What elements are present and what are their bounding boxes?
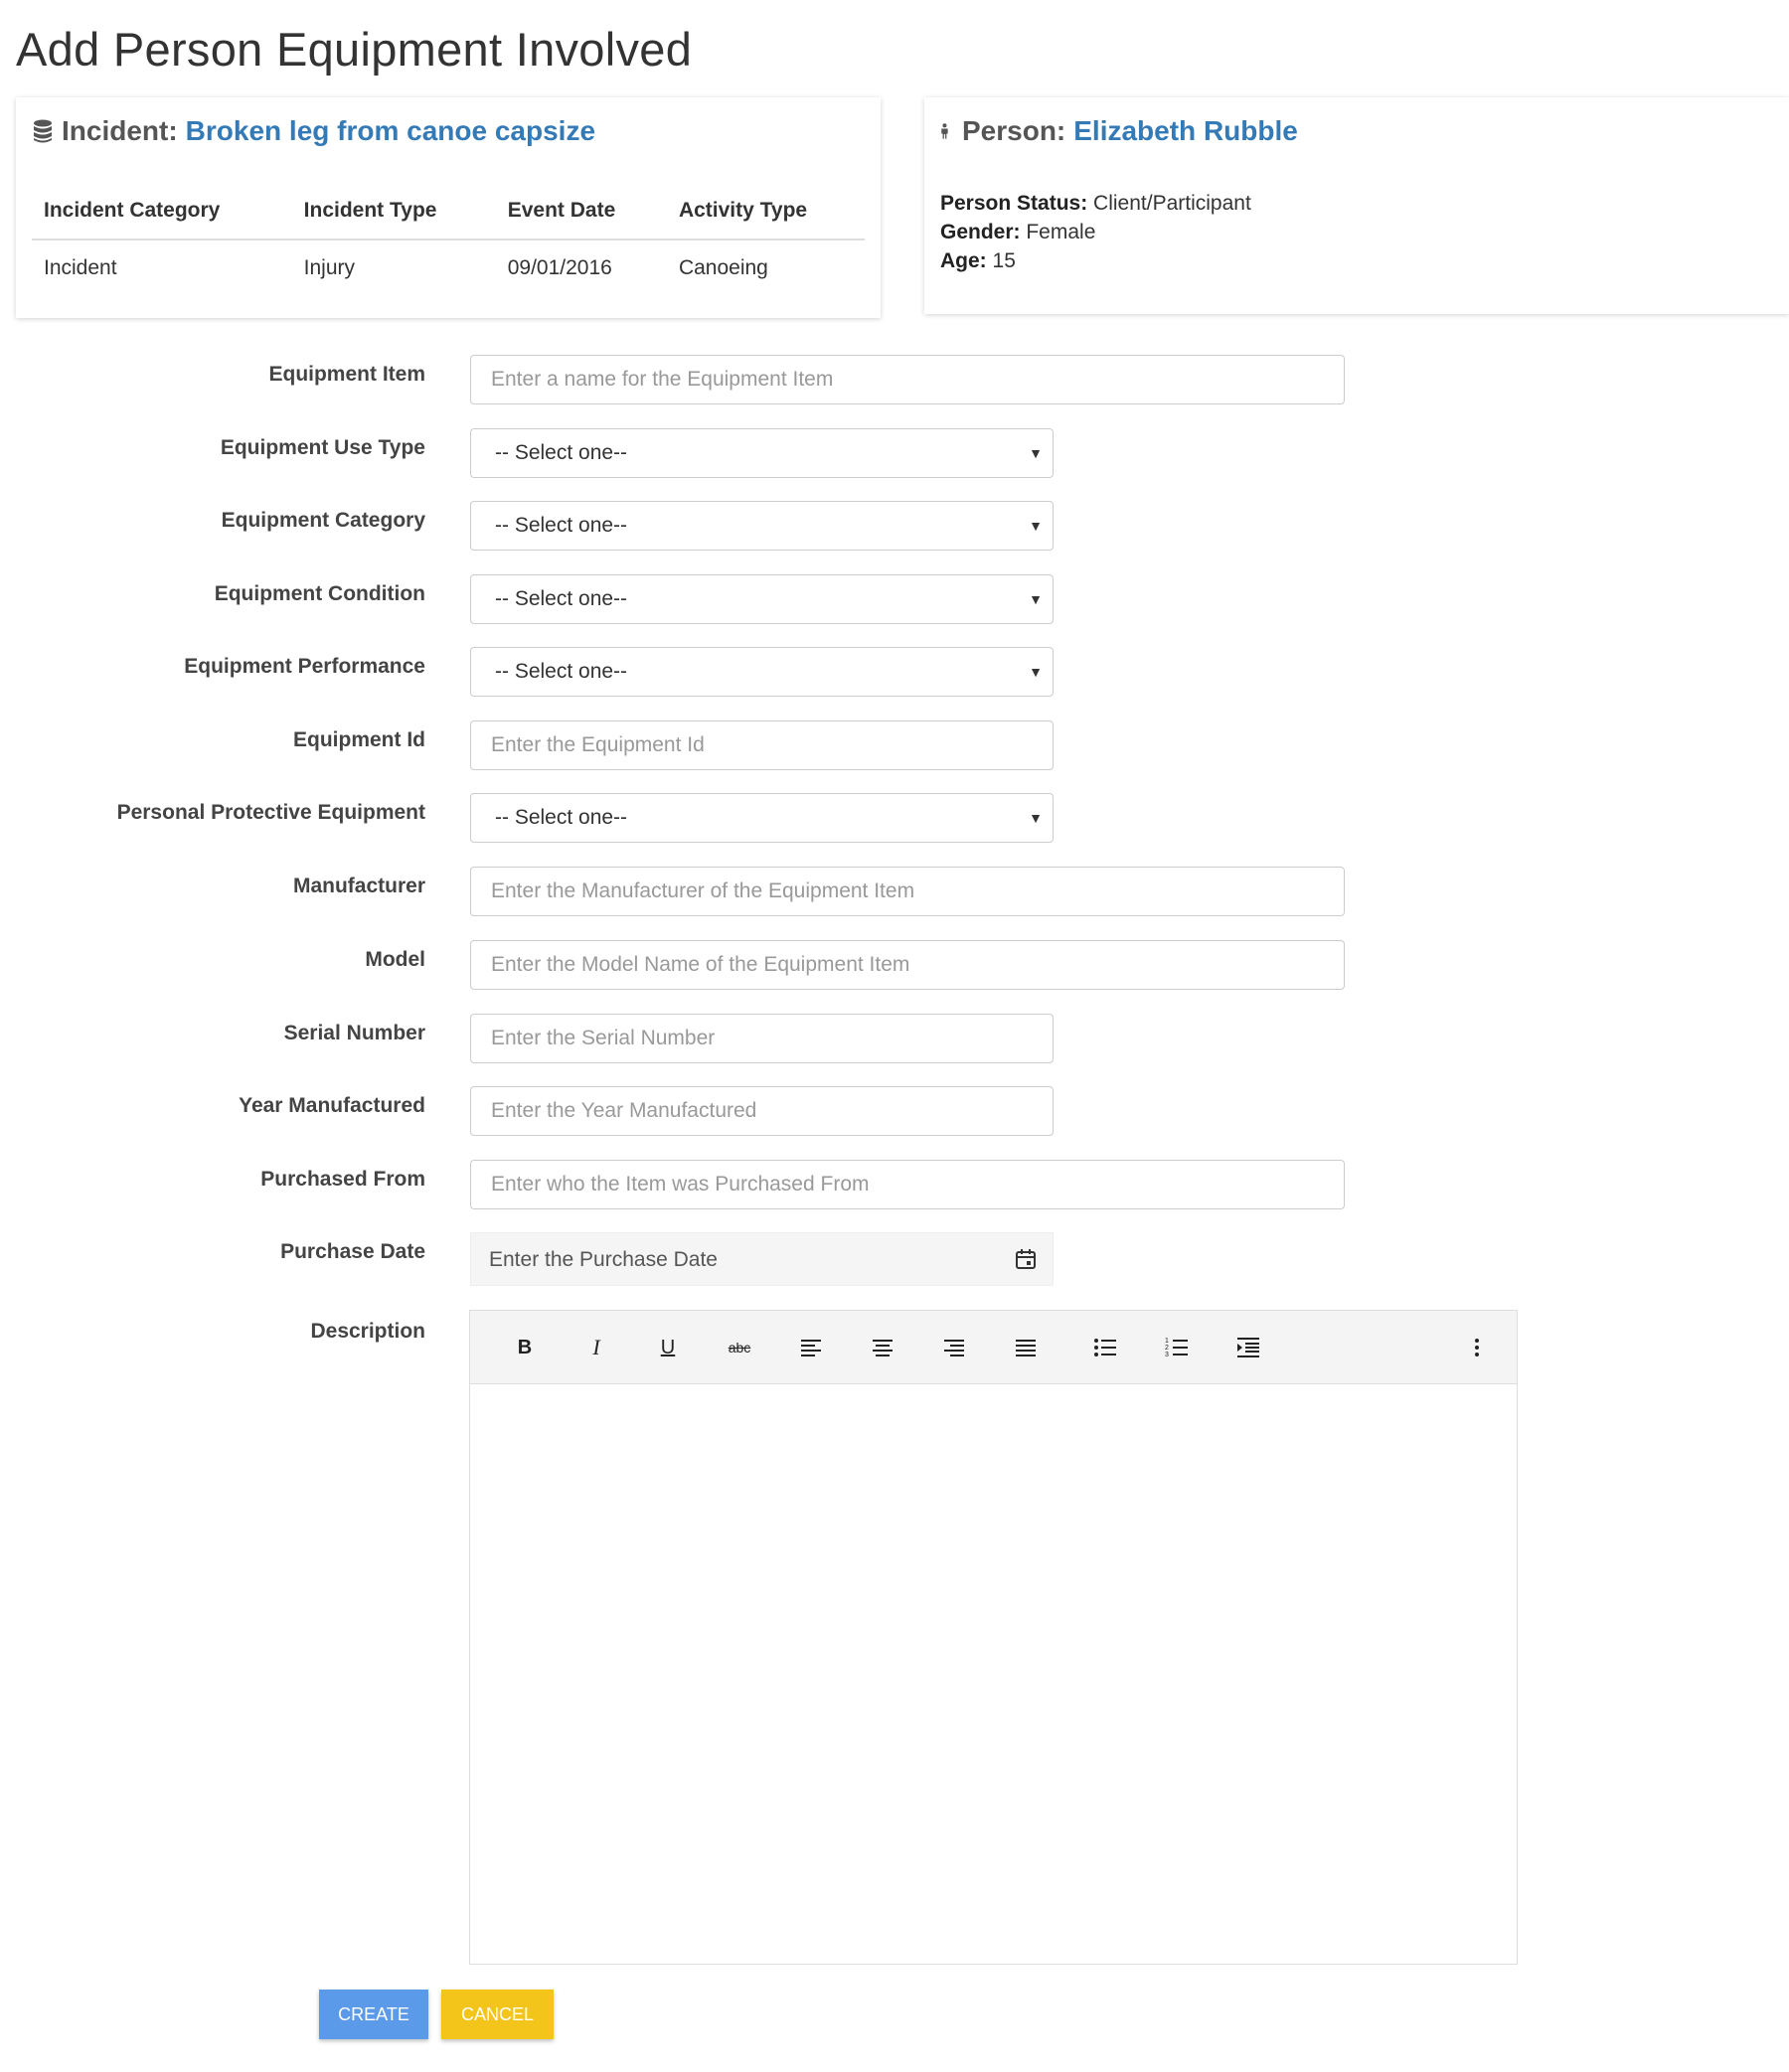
table-cell: Incident xyxy=(44,256,117,279)
caret-down-icon: ▼ xyxy=(1029,810,1043,826)
purchase-date-label: Purchase Date xyxy=(280,1240,425,1263)
equipment-item-row xyxy=(0,355,1789,406)
equipment-use-type-select[interactable] xyxy=(470,428,1054,478)
year-manufactured-input[interactable] xyxy=(470,1086,1054,1136)
equipment-id-label: Equipment Id xyxy=(293,728,425,751)
table-header-row xyxy=(32,187,865,239)
person-heading xyxy=(940,115,1298,147)
description-label: Description xyxy=(310,1320,425,1343)
serial-number-input[interactable] xyxy=(470,1014,1054,1063)
align-right-icon xyxy=(943,1338,965,1357)
equipment-condition-select[interactable] xyxy=(470,574,1054,624)
caret-down-icon: ▼ xyxy=(1029,445,1043,461)
equipment-performance-select[interactable] xyxy=(470,647,1054,697)
age-label: Age: xyxy=(940,249,987,272)
caret-down-icon: ▼ xyxy=(1029,518,1043,534)
person-status-value: Client/Participant xyxy=(1093,192,1251,215)
incident-table xyxy=(32,187,865,296)
numbered-list-button[interactable] xyxy=(1162,1333,1192,1362)
strikethrough-button[interactable]: abc xyxy=(728,1340,751,1355)
equipment-use-type-label: Equipment Use Type xyxy=(220,436,425,459)
purchase-date-placeholder: Enter the Purchase Date xyxy=(489,1248,718,1271)
equipment-id-input[interactable] xyxy=(470,720,1054,770)
indent-icon xyxy=(1236,1337,1260,1358)
age-line xyxy=(940,246,1251,275)
purchased-from-input[interactable] xyxy=(470,1160,1345,1209)
purchased-from-label: Purchased From xyxy=(260,1168,425,1191)
select-value: -- Select one-- xyxy=(495,587,628,610)
person-status-label: Person Status: xyxy=(940,192,1088,215)
model-input[interactable] xyxy=(470,940,1345,990)
incident-card xyxy=(16,97,881,318)
ppe-select[interactable] xyxy=(470,793,1054,843)
description-textarea[interactable] xyxy=(470,1384,1517,1964)
page-title: Add Person Equipment Involved xyxy=(16,23,693,76)
indent-button[interactable] xyxy=(1233,1333,1263,1362)
person-status-line xyxy=(940,189,1251,218)
year-manufactured-row xyxy=(0,1086,1789,1138)
equipment-performance-row xyxy=(0,647,1789,699)
caret-down-icon: ▼ xyxy=(1029,591,1043,607)
description-editor xyxy=(469,1310,1518,1965)
gender-value: Female xyxy=(1026,221,1096,243)
equipment-use-type-row xyxy=(0,428,1789,480)
svg-text:1: 1 xyxy=(1165,1338,1169,1345)
database-icon xyxy=(32,118,54,144)
select-value: -- Select one-- xyxy=(495,514,628,537)
svg-text:2: 2 xyxy=(1165,1345,1169,1352)
caret-down-icon: ▼ xyxy=(1029,664,1043,680)
align-center-button[interactable] xyxy=(868,1333,897,1362)
model-label: Model xyxy=(365,948,425,971)
equipment-item-label: Equipment Item xyxy=(268,363,425,386)
table-cell: Injury xyxy=(303,256,356,279)
equipment-id-row xyxy=(0,720,1789,772)
incident-heading xyxy=(32,115,595,147)
age-value: 15 xyxy=(992,249,1016,272)
align-left-button[interactable] xyxy=(796,1333,826,1362)
column-header: Event Date xyxy=(496,187,667,239)
purchased-from-row xyxy=(0,1160,1789,1211)
serial-number-row xyxy=(0,1014,1789,1065)
table-cell: 09/01/2016 xyxy=(507,256,612,279)
equipment-item-input[interactable] xyxy=(470,355,1345,404)
more-vertical-icon xyxy=(1473,1337,1481,1358)
incident-name-link[interactable]: Broken leg from canoe capsize xyxy=(185,115,596,146)
table-row xyxy=(32,239,865,296)
table-cell: Canoeing xyxy=(678,256,768,279)
select-value: -- Select one-- xyxy=(495,441,628,464)
equipment-category-row xyxy=(0,501,1789,553)
bold-button[interactable]: B xyxy=(517,1336,533,1358)
column-header: Incident Category xyxy=(32,187,292,239)
create-button[interactable]: CREATE xyxy=(319,1990,428,2039)
underline-button[interactable]: U xyxy=(660,1336,676,1358)
svg-text:3: 3 xyxy=(1165,1352,1169,1358)
bullet-list-button[interactable] xyxy=(1090,1333,1120,1362)
bullet-list-icon xyxy=(1093,1338,1117,1357)
align-justify-icon xyxy=(1015,1338,1037,1357)
person-card xyxy=(924,97,1789,314)
equipment-category-label: Equipment Category xyxy=(221,509,425,532)
justify-button[interactable] xyxy=(1011,1333,1041,1362)
align-right-button[interactable] xyxy=(939,1333,969,1362)
editor-toolbar xyxy=(470,1311,1517,1384)
person-heading-prefix: Person: xyxy=(962,115,1066,146)
gender-line xyxy=(940,218,1251,246)
model-row xyxy=(0,940,1789,992)
purchase-date-row xyxy=(0,1232,1789,1284)
align-center-icon xyxy=(872,1338,894,1357)
manufacturer-row xyxy=(0,867,1789,918)
calendar-icon[interactable] xyxy=(1015,1248,1037,1270)
manufacturer-label: Manufacturer xyxy=(292,875,425,897)
numbered-list-icon xyxy=(1165,1337,1189,1358)
equipment-condition-label: Equipment Condition xyxy=(214,582,425,605)
more-options-button[interactable] xyxy=(1462,1333,1492,1362)
select-value: -- Select one-- xyxy=(495,806,628,829)
italic-button[interactable]: I xyxy=(592,1335,600,1359)
person-name-link[interactable]: Elizabeth Rubble xyxy=(1073,115,1298,146)
column-header: Incident Type xyxy=(292,187,496,239)
person-icon xyxy=(940,118,954,144)
serial-number-label: Serial Number xyxy=(283,1022,425,1044)
purchase-date-picker[interactable] xyxy=(470,1232,1054,1286)
person-info xyxy=(940,189,1251,275)
column-header: Activity Type xyxy=(667,187,865,239)
ppe-label: Personal Protective Equipment xyxy=(116,801,425,824)
equipment-performance-label: Equipment Performance xyxy=(184,655,425,678)
gender-label: Gender: xyxy=(940,221,1021,243)
cancel-button[interactable]: CANCEL xyxy=(441,1990,554,2039)
incident-heading-prefix: Incident: xyxy=(62,115,178,146)
align-left-icon xyxy=(800,1338,822,1357)
equipment-category-select[interactable] xyxy=(470,501,1054,551)
select-value: -- Select one-- xyxy=(495,660,628,683)
manufacturer-input[interactable] xyxy=(470,867,1345,916)
year-manufactured-label: Year Manufactured xyxy=(239,1094,425,1117)
equipment-condition-row xyxy=(0,574,1789,626)
ppe-row xyxy=(0,793,1789,845)
